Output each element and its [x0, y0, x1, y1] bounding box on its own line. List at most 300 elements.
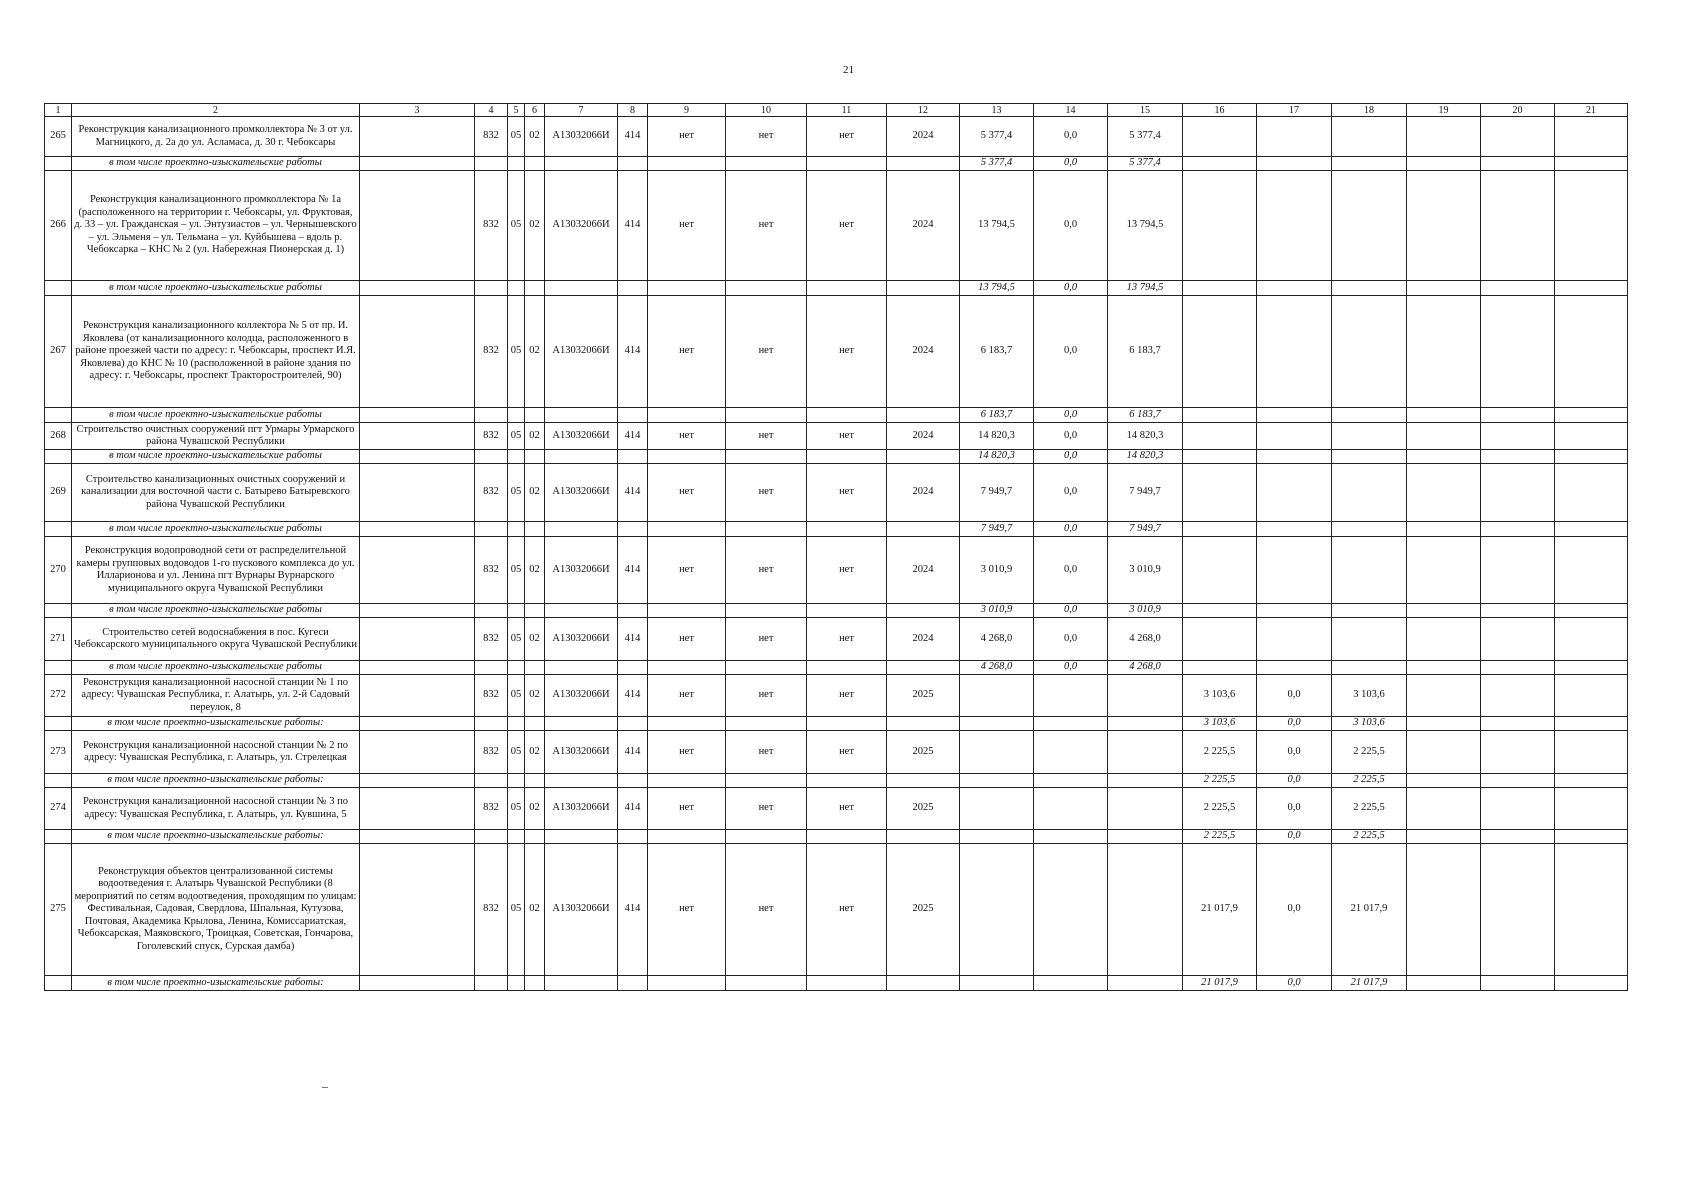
col-12-cell: 2024 — [887, 423, 960, 450]
header-cell: 3 — [360, 104, 475, 117]
col-16-cell: 3 103,6 — [1183, 675, 1257, 717]
col-6-cell — [525, 774, 545, 788]
col-17-cell — [1257, 423, 1332, 450]
col-5-cell — [508, 661, 525, 675]
col-10-cell: нет — [726, 844, 807, 976]
col-21-cell — [1555, 117, 1628, 157]
col-21-cell — [1555, 844, 1628, 976]
col-15-subtotal: 4 268,0 — [1108, 661, 1183, 675]
col-8-cell — [618, 522, 648, 537]
col-16-subtotal: 2 225,5 — [1183, 830, 1257, 844]
col-7-cell — [545, 281, 618, 296]
col-21-cell — [1555, 788, 1628, 830]
col-4-cell — [475, 157, 508, 171]
col-17-subtotal: 0,0 — [1257, 774, 1332, 788]
col-9-cell — [648, 717, 726, 731]
col-18-subtotal: 2 225,5 — [1332, 830, 1407, 844]
subtotal-row — [45, 774, 1628, 788]
col-5-cell: 05 — [508, 675, 525, 717]
col-7-cell: А13032066И — [545, 675, 618, 717]
col-3-cell — [360, 537, 475, 604]
col-17-subtotal — [1257, 604, 1332, 618]
col-21-cell — [1555, 464, 1628, 522]
col-13-subtotal — [960, 830, 1034, 844]
col-17-subtotal: 0,0 — [1257, 976, 1332, 991]
row-number: 266 — [45, 171, 72, 281]
col-7-cell: А13032066И — [545, 537, 618, 604]
col-19-cell — [1407, 604, 1481, 618]
col-14-subtotal: 0,0 — [1034, 661, 1108, 675]
col-10-cell — [726, 661, 807, 675]
col-15-cell — [1108, 788, 1183, 830]
col-16-subtotal — [1183, 281, 1257, 296]
header-cell: 7 — [545, 104, 618, 117]
col-10-cell: нет — [726, 731, 807, 774]
col-11-cell: нет — [807, 675, 887, 717]
col-3-cell — [360, 731, 475, 774]
col-20-cell — [1481, 537, 1555, 604]
object-description: Строительство сетей водоснабжения в пос. Кугеси Чебоксарского муниципального округа Чувашской Республики — [72, 618, 360, 661]
col-15-cell: 7 949,7 — [1108, 464, 1183, 522]
col-5-cell — [508, 774, 525, 788]
header-cell: 5 — [508, 104, 525, 117]
col-6-cell: 02 — [525, 423, 545, 450]
object-description: Реконструкция объектов централизованной системы водоотведения г. Алатырь Чувашской Республики (8 мероприятий по сетям водоотведения, проходящим по улицам: Фестивальная, Садовая, Свердлова, Шпальная, Кутузова, Почтовая, Академика Крылова, Ленина, Комиссариатская, Чебоксарская, Маяковского, Троицкая, Советская, Гончарова, Гоголевский спуск, Сурская дамба) — [72, 844, 360, 976]
col-5-cell — [508, 604, 525, 618]
row-number: 268 — [45, 423, 72, 450]
col-18-subtotal — [1332, 450, 1407, 464]
col-16-cell — [1183, 171, 1257, 281]
col-10-cell — [726, 976, 807, 991]
col-10-cell: нет — [726, 464, 807, 522]
header-cell: 6 — [525, 104, 545, 117]
col-13-cell: 7 949,7 — [960, 464, 1034, 522]
col-17-cell — [1257, 171, 1332, 281]
col-10-cell: нет — [726, 788, 807, 830]
col-17-subtotal: 0,0 — [1257, 717, 1332, 731]
row-number — [45, 604, 72, 618]
col-6-cell: 02 — [525, 675, 545, 717]
col-15-cell: 5 377,4 — [1108, 117, 1183, 157]
col-16-subtotal — [1183, 157, 1257, 171]
col-3-cell — [360, 117, 475, 157]
col-16-subtotal — [1183, 450, 1257, 464]
col-18-subtotal — [1332, 604, 1407, 618]
subtotal-row — [45, 450, 1628, 464]
col-13-cell: 5 377,4 — [960, 117, 1034, 157]
col-12-cell — [887, 450, 960, 464]
col-19-cell — [1407, 450, 1481, 464]
col-4-cell: 832 — [475, 788, 508, 830]
col-15-subtotal: 3 010,9 — [1108, 604, 1183, 618]
col-21-cell — [1555, 281, 1628, 296]
col-7-cell — [545, 408, 618, 423]
col-12-cell: 2025 — [887, 844, 960, 976]
col-12-cell — [887, 661, 960, 675]
col-5-cell — [508, 830, 525, 844]
col-8-cell: 414 — [618, 788, 648, 830]
col-6-cell — [525, 408, 545, 423]
object-description: Строительство очистных сооружений пгт Урмары Урмарского района Чувашской Республики — [72, 423, 360, 450]
col-11-cell: нет — [807, 537, 887, 604]
row-number — [45, 830, 72, 844]
col-17-subtotal — [1257, 661, 1332, 675]
col-7-cell — [545, 661, 618, 675]
col-14-subtotal: 0,0 — [1034, 157, 1108, 171]
col-11-cell — [807, 830, 887, 844]
row-number: 267 — [45, 296, 72, 408]
col-14-cell: 0,0 — [1034, 537, 1108, 604]
col-14-subtotal: 0,0 — [1034, 281, 1108, 296]
col-17-subtotal — [1257, 157, 1332, 171]
col-15-cell: 13 794,5 — [1108, 171, 1183, 281]
col-5-cell: 05 — [508, 788, 525, 830]
col-13-subtotal: 3 010,9 — [960, 604, 1034, 618]
col-4-cell — [475, 976, 508, 991]
page-number: 21 — [843, 64, 854, 76]
col-16-cell — [1183, 117, 1257, 157]
table-row — [45, 618, 1628, 661]
col-9-cell: нет — [648, 423, 726, 450]
subtotal-row — [45, 976, 1628, 991]
col-13-cell: 3 010,9 — [960, 537, 1034, 604]
col-4-cell: 832 — [475, 731, 508, 774]
col-8-cell — [618, 830, 648, 844]
col-20-cell — [1481, 830, 1555, 844]
col-7-cell: А13032066И — [545, 423, 618, 450]
row-number: 272 — [45, 675, 72, 717]
col-19-cell — [1407, 408, 1481, 423]
col-11-cell — [807, 157, 887, 171]
subtotal-row — [45, 604, 1628, 618]
col-7-cell: А13032066И — [545, 788, 618, 830]
col-6-cell — [525, 522, 545, 537]
col-17-subtotal — [1257, 281, 1332, 296]
col-16-cell: 21 017,9 — [1183, 844, 1257, 976]
col-12-cell — [887, 717, 960, 731]
col-8-cell — [618, 281, 648, 296]
col-16-subtotal — [1183, 604, 1257, 618]
col-13-subtotal — [960, 976, 1034, 991]
col-13-subtotal — [960, 717, 1034, 731]
col-21-cell — [1555, 976, 1628, 991]
col-3-cell — [360, 675, 475, 717]
header-cell: 19 — [1407, 104, 1481, 117]
col-3-cell — [360, 408, 475, 423]
col-9-cell — [648, 408, 726, 423]
col-9-cell: нет — [648, 296, 726, 408]
object-description: Реконструкция канализационной насосной станции № 2 по адресу: Чувашская Республика, г. Алатырь, ул. Стрелецкая — [72, 731, 360, 774]
col-15-cell — [1108, 844, 1183, 976]
col-13-cell: 13 794,5 — [960, 171, 1034, 281]
col-14-subtotal: 0,0 — [1034, 522, 1108, 537]
col-16-cell: 2 225,5 — [1183, 731, 1257, 774]
col-17-subtotal — [1257, 522, 1332, 537]
subtotal-label: в том числе проектно-изыскательские работы: — [72, 717, 360, 731]
col-6-cell: 02 — [525, 171, 545, 281]
subtotal-row — [45, 281, 1628, 296]
col-17-cell: 0,0 — [1257, 844, 1332, 976]
col-9-cell — [648, 830, 726, 844]
object-description: Реконструкция водопроводной сети от распределительной камеры групповых водоводов 1-го пускового комплекса до ул. Илларионова и ул. Ленина пгт Вурнары Вурнарского муниципального округа Чувашской Республики — [72, 537, 360, 604]
col-20-cell — [1481, 661, 1555, 675]
col-8-cell: 414 — [618, 844, 648, 976]
col-7-cell — [545, 717, 618, 731]
subtotal-label: в том числе проектно-изыскательские работы: — [72, 830, 360, 844]
col-15-subtotal — [1108, 976, 1183, 991]
col-5-cell — [508, 157, 525, 171]
col-13-cell — [960, 675, 1034, 717]
col-17-subtotal — [1257, 450, 1332, 464]
col-18-cell — [1332, 117, 1407, 157]
col-3-cell — [360, 450, 475, 464]
col-15-cell: 6 183,7 — [1108, 296, 1183, 408]
col-3-cell — [360, 157, 475, 171]
col-19-cell — [1407, 522, 1481, 537]
col-13-cell — [960, 788, 1034, 830]
col-11-cell — [807, 281, 887, 296]
col-15-cell: 4 268,0 — [1108, 618, 1183, 661]
col-12-cell — [887, 604, 960, 618]
col-16-cell — [1183, 423, 1257, 450]
col-9-cell: нет — [648, 675, 726, 717]
col-21-cell — [1555, 618, 1628, 661]
col-4-cell — [475, 774, 508, 788]
col-7-cell: А13032066И — [545, 117, 618, 157]
col-4-cell: 832 — [475, 117, 508, 157]
col-19-cell — [1407, 281, 1481, 296]
col-20-cell — [1481, 522, 1555, 537]
header-cell: 15 — [1108, 104, 1183, 117]
col-11-cell — [807, 604, 887, 618]
col-16-subtotal: 21 017,9 — [1183, 976, 1257, 991]
row-number: 265 — [45, 117, 72, 157]
col-6-cell: 02 — [525, 788, 545, 830]
col-11-cell — [807, 717, 887, 731]
table-row — [45, 423, 1628, 450]
col-20-cell — [1481, 281, 1555, 296]
header-cell: 21 — [1555, 104, 1628, 117]
col-18-cell: 2 225,5 — [1332, 788, 1407, 830]
col-11-cell: нет — [807, 464, 887, 522]
col-19-cell — [1407, 117, 1481, 157]
col-6-cell — [525, 717, 545, 731]
col-14-subtotal — [1034, 976, 1108, 991]
col-4-cell: 832 — [475, 296, 508, 408]
col-18-subtotal: 2 225,5 — [1332, 774, 1407, 788]
col-17-cell — [1257, 618, 1332, 661]
header-row — [45, 104, 1628, 117]
col-14-subtotal — [1034, 830, 1108, 844]
header-cell: 2 — [72, 104, 360, 117]
col-21-cell — [1555, 731, 1628, 774]
col-20-cell — [1481, 117, 1555, 157]
object-description: Строительство канализационных очистных сооружений и канализации для восточной части с. Батырево Батыревского района Чувашской Республики — [72, 464, 360, 522]
col-16-cell — [1183, 464, 1257, 522]
col-8-cell — [618, 774, 648, 788]
header-cell: 16 — [1183, 104, 1257, 117]
col-20-cell — [1481, 976, 1555, 991]
table-row — [45, 117, 1628, 157]
col-15-subtotal: 5 377,4 — [1108, 157, 1183, 171]
row-number: 274 — [45, 788, 72, 830]
col-13-subtotal: 6 183,7 — [960, 408, 1034, 423]
col-9-cell: нет — [648, 117, 726, 157]
header-cell: 10 — [726, 104, 807, 117]
col-10-cell: нет — [726, 117, 807, 157]
col-5-cell: 05 — [508, 537, 525, 604]
table-row — [45, 464, 1628, 522]
col-21-cell — [1555, 408, 1628, 423]
col-20-cell — [1481, 717, 1555, 731]
col-18-cell — [1332, 423, 1407, 450]
col-3-cell — [360, 423, 475, 450]
col-8-cell — [618, 450, 648, 464]
col-12-cell — [887, 408, 960, 423]
col-10-cell — [726, 157, 807, 171]
col-18-cell — [1332, 537, 1407, 604]
header-cell: 12 — [887, 104, 960, 117]
col-19-cell — [1407, 675, 1481, 717]
col-19-cell — [1407, 296, 1481, 408]
col-18-cell — [1332, 464, 1407, 522]
col-5-cell: 05 — [508, 423, 525, 450]
col-8-cell: 414 — [618, 618, 648, 661]
col-6-cell — [525, 450, 545, 464]
col-21-cell — [1555, 423, 1628, 450]
col-19-cell — [1407, 830, 1481, 844]
col-6-cell — [525, 157, 545, 171]
col-21-cell — [1555, 522, 1628, 537]
col-10-cell: нет — [726, 537, 807, 604]
col-3-cell — [360, 717, 475, 731]
col-4-cell — [475, 604, 508, 618]
col-19-cell — [1407, 976, 1481, 991]
col-14-subtotal: 0,0 — [1034, 450, 1108, 464]
col-11-cell: нет — [807, 423, 887, 450]
row-number — [45, 450, 72, 464]
col-20-cell — [1481, 296, 1555, 408]
col-20-cell — [1481, 464, 1555, 522]
col-10-cell — [726, 717, 807, 731]
col-4-cell: 832 — [475, 844, 508, 976]
col-12-cell: 2024 — [887, 618, 960, 661]
row-number — [45, 281, 72, 296]
col-17-cell — [1257, 464, 1332, 522]
col-13-cell — [960, 731, 1034, 774]
col-11-cell: нет — [807, 844, 887, 976]
col-17-cell: 0,0 — [1257, 731, 1332, 774]
col-19-cell — [1407, 661, 1481, 675]
col-12-cell: 2024 — [887, 171, 960, 281]
row-number — [45, 408, 72, 423]
col-14-cell: 0,0 — [1034, 117, 1108, 157]
header-cell: 4 — [475, 104, 508, 117]
col-3-cell — [360, 296, 475, 408]
col-5-cell — [508, 281, 525, 296]
col-3-cell — [360, 618, 475, 661]
col-19-cell — [1407, 717, 1481, 731]
col-8-cell: 414 — [618, 296, 648, 408]
col-4-cell — [475, 661, 508, 675]
object-description: Реконструкция канализационного коллектора № 5 от пр. И. Яковлева (от канализационного колодца, расположенного в районе проезжей части по адресу: г. Чебоксары, проспект И.Я. Яковлева) до КНС № 10 (расположенной в районе здания по адресу: г. Чебоксары, проспект Тракторостроителей, 90) — [72, 296, 360, 408]
col-5-cell — [508, 976, 525, 991]
col-3-cell — [360, 281, 475, 296]
scan-mark — [322, 1087, 328, 1088]
col-8-cell — [618, 717, 648, 731]
col-19-cell — [1407, 774, 1481, 788]
col-19-cell — [1407, 788, 1481, 830]
col-5-cell: 05 — [508, 731, 525, 774]
table-row — [45, 171, 1628, 281]
col-3-cell — [360, 830, 475, 844]
col-4-cell — [475, 450, 508, 464]
col-18-cell: 2 225,5 — [1332, 731, 1407, 774]
col-12-cell: 2024 — [887, 537, 960, 604]
col-4-cell: 832 — [475, 423, 508, 450]
col-16-cell — [1183, 296, 1257, 408]
col-10-cell: нет — [726, 675, 807, 717]
col-11-cell: нет — [807, 117, 887, 157]
col-12-cell — [887, 774, 960, 788]
col-7-cell — [545, 157, 618, 171]
col-19-cell — [1407, 157, 1481, 171]
col-20-cell — [1481, 423, 1555, 450]
col-10-cell: нет — [726, 171, 807, 281]
col-9-cell: нет — [648, 618, 726, 661]
col-3-cell — [360, 844, 475, 976]
col-4-cell — [475, 408, 508, 423]
col-6-cell — [525, 830, 545, 844]
col-5-cell — [508, 717, 525, 731]
col-16-cell — [1183, 618, 1257, 661]
col-8-cell — [618, 408, 648, 423]
subtotal-label: в том числе проектно-изыскательские работы — [72, 522, 360, 537]
col-14-subtotal — [1034, 717, 1108, 731]
col-18-subtotal: 21 017,9 — [1332, 976, 1407, 991]
col-15-cell — [1108, 731, 1183, 774]
header-cell: 17 — [1257, 104, 1332, 117]
col-21-cell — [1555, 604, 1628, 618]
col-6-cell: 02 — [525, 296, 545, 408]
col-15-cell: 3 010,9 — [1108, 537, 1183, 604]
col-8-cell — [618, 604, 648, 618]
col-14-cell: 0,0 — [1034, 296, 1108, 408]
col-12-cell: 2025 — [887, 675, 960, 717]
header-cell: 8 — [618, 104, 648, 117]
col-11-cell: нет — [807, 171, 887, 281]
col-12-cell: 2025 — [887, 788, 960, 830]
col-10-cell — [726, 830, 807, 844]
table-row — [45, 731, 1628, 774]
col-13-subtotal: 4 268,0 — [960, 661, 1034, 675]
subtotal-label: в том числе проектно-изыскательские работы — [72, 408, 360, 423]
col-15-cell — [1108, 675, 1183, 717]
col-12-cell — [887, 522, 960, 537]
subtotal-row — [45, 408, 1628, 423]
col-10-cell: нет — [726, 618, 807, 661]
col-8-cell: 414 — [618, 171, 648, 281]
col-12-cell — [887, 976, 960, 991]
header-cell: 14 — [1034, 104, 1108, 117]
col-21-cell — [1555, 171, 1628, 281]
col-14-cell: 0,0 — [1034, 618, 1108, 661]
col-19-cell — [1407, 423, 1481, 450]
col-15-subtotal: 6 183,7 — [1108, 408, 1183, 423]
col-9-cell: нет — [648, 788, 726, 830]
col-19-cell — [1407, 464, 1481, 522]
col-9-cell: нет — [648, 844, 726, 976]
